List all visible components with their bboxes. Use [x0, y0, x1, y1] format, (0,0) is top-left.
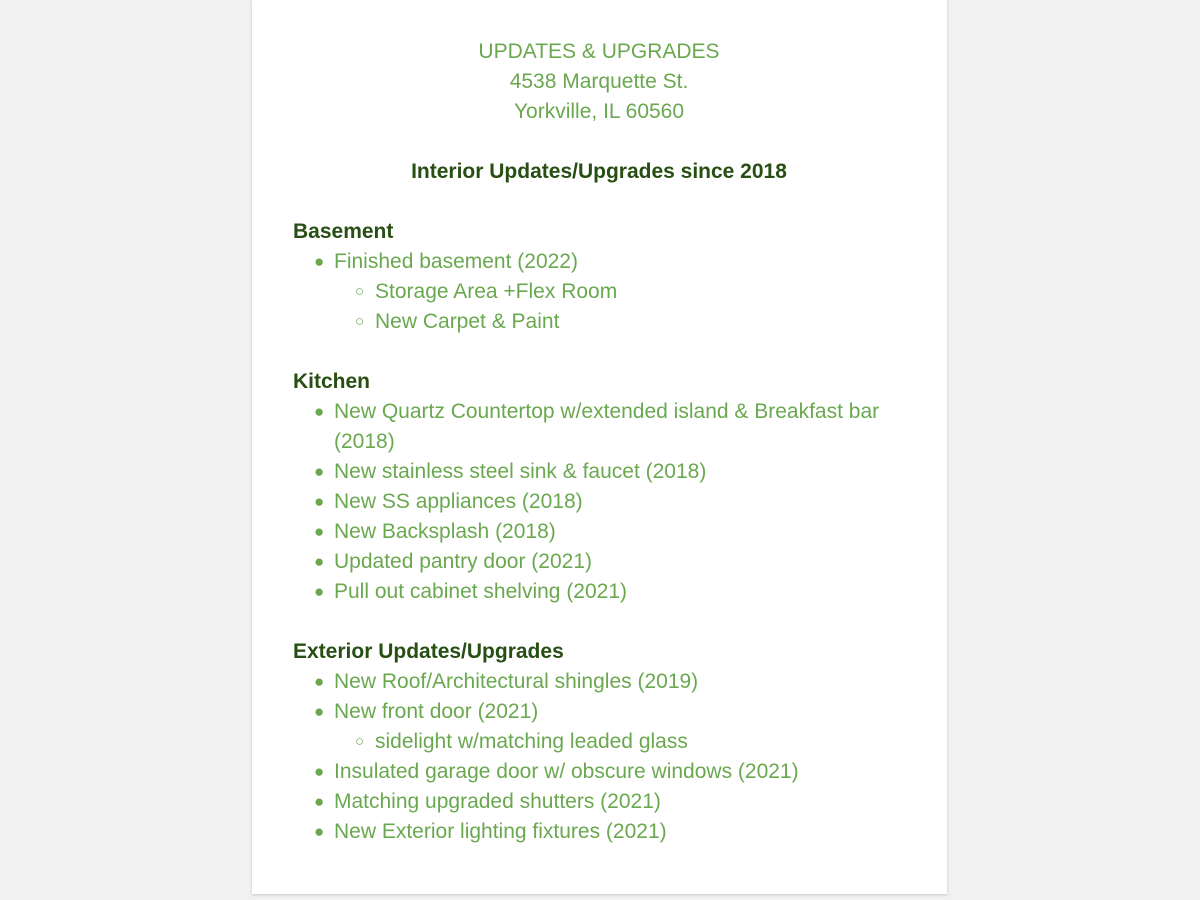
circle-bullet-icon: ○ — [355, 313, 365, 330]
sub-list-item-text: Storage Area +Flex Room — [375, 280, 618, 303]
list-item — [293, 577, 913, 607]
address-line-2: Yorkville, IL 60560 — [513, 100, 685, 123]
list-item — [293, 457, 913, 487]
interior-heading: Interior Updates/Upgrades since 2018 — [411, 160, 787, 183]
kitchen-heading: Kitchen — [293, 370, 371, 393]
basement-heading: Basement — [293, 220, 394, 243]
document-title: UPDATES & UPGRADES — [478, 40, 720, 63]
bullet-icon: ● — [314, 492, 325, 511]
sub-list-item — [293, 277, 913, 307]
spacer — [293, 187, 913, 217]
spacer — [293, 607, 913, 637]
list-item-text: Matching upgraded shutters (2021) — [334, 790, 661, 813]
circle-bullet-icon: ○ — [355, 283, 365, 300]
list-item — [293, 517, 913, 547]
sub-list-item — [293, 727, 913, 757]
bullet-icon: ● — [314, 252, 325, 271]
list-item-text: New stainless steel sink & faucet (2018) — [334, 460, 707, 483]
list-item — [293, 397, 913, 457]
list-item-text: New SS appliances (2018) — [334, 490, 583, 513]
list-item — [293, 487, 913, 517]
bullet-icon: ● — [314, 552, 325, 571]
list-item — [293, 757, 913, 787]
list-item — [293, 547, 913, 577]
bullet-icon: ● — [314, 792, 325, 811]
sub-list-item-text: sidelight w/matching leaded glass — [375, 730, 688, 753]
spacer — [293, 127, 913, 157]
bullet-icon: ● — [314, 672, 325, 691]
list-item-text: New Backsplash (2018) — [334, 520, 556, 543]
exterior-heading: Exterior Updates/Upgrades — [293, 640, 564, 663]
bullet-icon: ● — [314, 822, 325, 841]
list-item — [293, 697, 913, 727]
bullet-icon: ● — [314, 582, 325, 601]
list-item — [293, 787, 913, 817]
spacer — [293, 337, 913, 367]
document-page — [252, 0, 947, 894]
list-item — [293, 667, 913, 697]
circle-bullet-icon: ○ — [355, 733, 365, 750]
list-item-text: Insulated garage door w/ obscure windows (2021) — [334, 760, 799, 783]
list-item-text: New front door (2021) — [334, 700, 539, 723]
list-item — [293, 817, 913, 847]
list-item — [293, 247, 913, 277]
bullet-icon: ● — [314, 522, 325, 541]
list-item-text: New Roof/Architectural shingles (2019) — [334, 670, 699, 693]
address-line-1: 4538 Marquette St. — [509, 70, 689, 93]
list-item-text: Pull out cabinet shelving (2021) — [334, 580, 628, 603]
list-item-text: Updated pantry door (2021) — [334, 550, 592, 573]
bullet-icon: ● — [314, 702, 325, 721]
list-item-text: New Exterior lighting fixtures (2021) — [334, 820, 667, 843]
sub-list-item-text: New Carpet & Paint — [375, 310, 560, 333]
bullet-icon: ● — [314, 762, 325, 781]
bullet-icon: ● — [314, 462, 325, 481]
list-item-text: New Quartz Countertop w/extended island & Breakfast bar (2018) — [334, 400, 880, 453]
list-item-text: Finished basement (2022) — [334, 250, 578, 273]
bullet-icon: ● — [314, 402, 325, 421]
sub-list-item — [293, 307, 913, 337]
document-content — [293, 37, 913, 847]
